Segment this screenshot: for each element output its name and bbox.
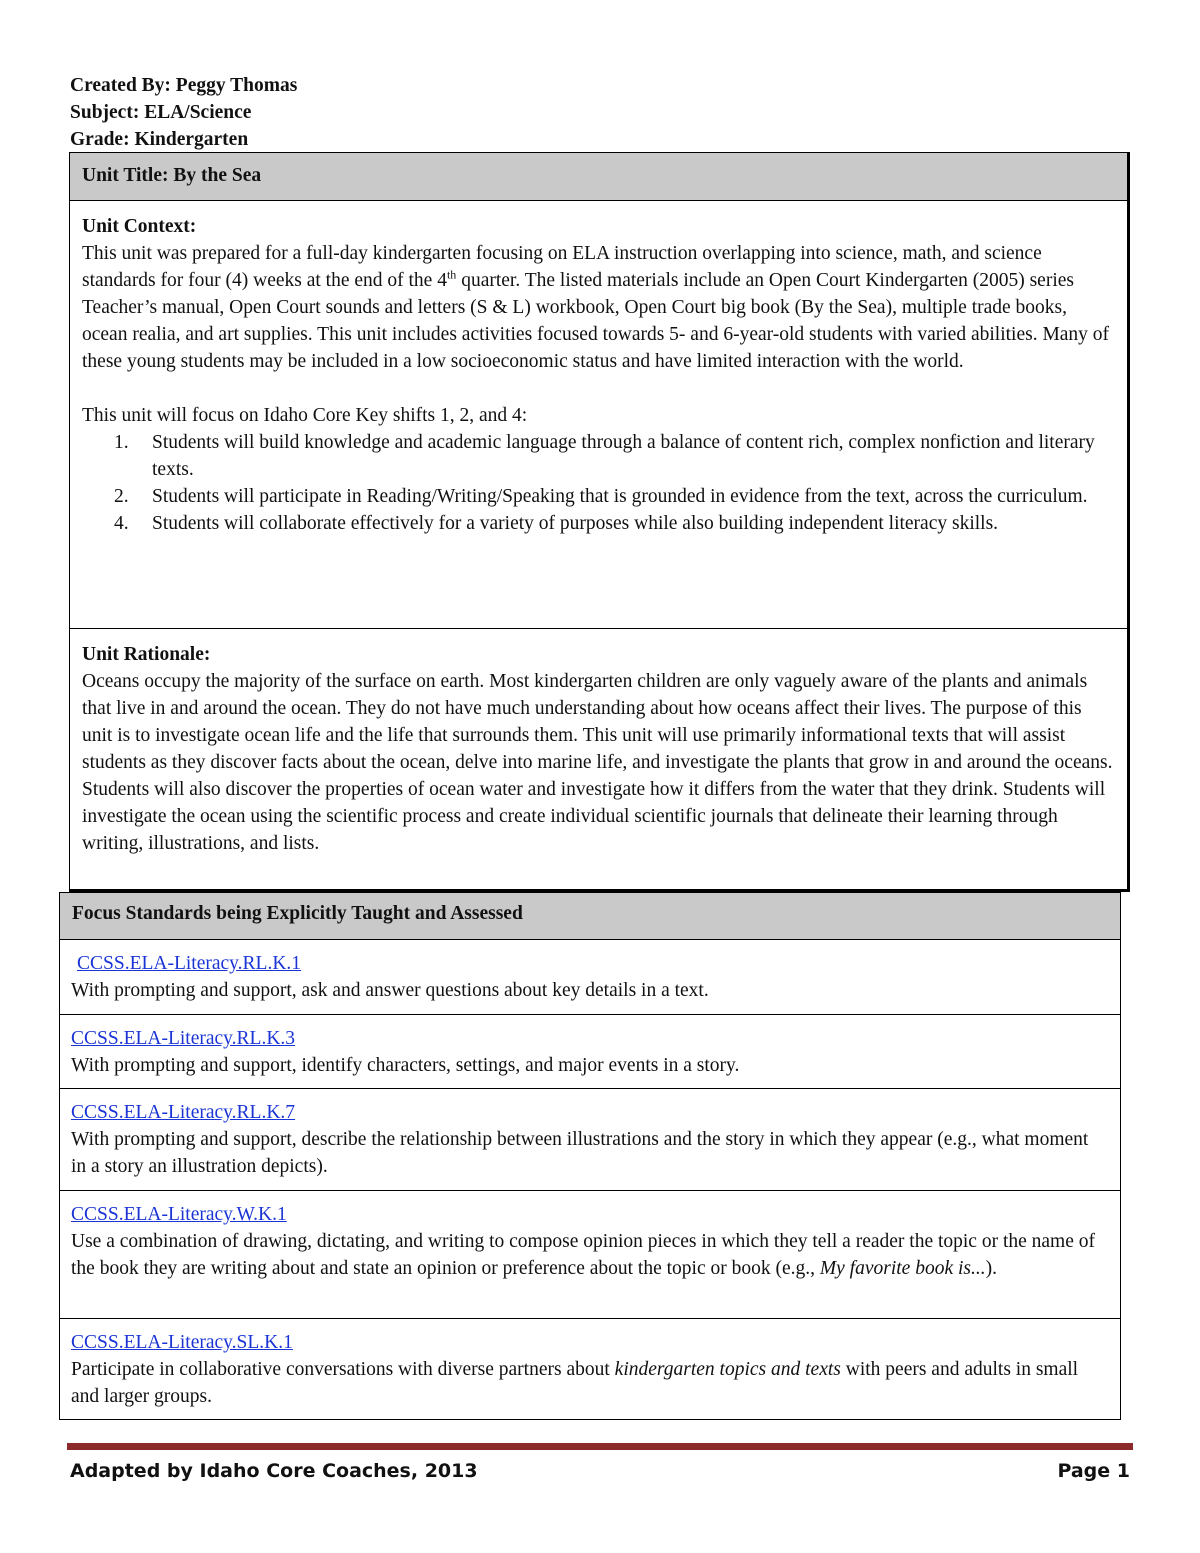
standard-link[interactable]: CCSS.ELA-Literacy.RL.K.7 [71,1102,296,1123]
standard-text-b: ). [985,1258,997,1279]
unit-rationale-cell [70,629,1127,857]
unit-context-cell [70,201,1127,629]
unit-context-paragraph [82,240,1115,375]
standards-heading: Focus Standards being Explicitly Taught and Assessed [60,893,1120,940]
list-text: Students will build knowledge and academic language through a balance of content rich, complex nonfiction and literary texts. [152,432,1095,480]
key-shifts-list [82,429,1115,537]
unit-title: Unit Title: By the Sea [70,153,1127,201]
unit-rationale-text: Oceans occupy the majority of the surface on earth. Most kindergarten children are only vaguely aware of the plants and animals that live in and around the ocean. They do not have much understanding about how oceans affect their lives. The purpose of this unit is to investigate ocean life and the life that surrounds them. This unit will use primarily informational texts that will assist students as they discover facts about the ocean, delve into marine life, and investigate the plants that grow in and around the oceans. Students will also discover the properties of ocean water and investigate how it differs from the water that they drink. Students will investigate the ocean using the scientific process and create individual scientific journals that delineate their learning through writing, illustrations, and lists. [82,671,1113,854]
grade: Grade: Kindergarten [70,129,249,150]
standard-link[interactable]: CCSS.ELA-Literacy.SL.K.1 [71,1332,293,1353]
standard-text-emphasis: kindergarten topics and texts [614,1359,841,1380]
table-row [60,940,1120,1015]
table-row [60,1015,1120,1089]
standard-text-a: Use a combination of drawing, dictating, and writing to compose opinion pieces in which they tell a reader the topic or the name of the book they are writing about and state an opinion or preference about the topic or book (e.g., [71,1231,1095,1279]
standard-link[interactable]: CCSS.ELA-Literacy.RL.K.1 [77,953,302,974]
list-number: 2. [114,486,129,507]
created-by: Created By: Peggy Thomas [70,75,298,96]
standard-text-emphasis: My favorite book is... [819,1258,986,1279]
context-text-b: quarter. The listed materials include an Open Court Kindergarten (2005) series Teacher’s manual, Open Court sounds and letters (S & L) workbook, Open Court big book (By the Sea), multiple trade books, ocean realia, and art supplies. This unit includes activities focused towards 5- and 6-year-old students with varied abilities. Many of these young students may be included in a low socioeconomic status and have limited interaction with the world. [82,270,1110,372]
list-number: 1. [114,432,129,453]
table-row [60,1319,1120,1419]
context-superscript: th [446,267,457,282]
unit-context-heading: Unit Context: [82,216,197,237]
standards-table [59,892,1121,1420]
list-item [82,483,1115,510]
key-shifts-intro: This unit will focus on Idaho Core Key shifts 1, 2, and 4: [82,405,528,426]
table-row [60,1089,1120,1191]
list-text: Students will participate in Reading/Writing/Speaking that is grounded in evidence from the text, across the curriculum. [152,486,1088,507]
footer-divider [67,1443,1133,1450]
list-item [82,429,1115,483]
footer-credit: Adapted by Idaho Core Coaches, 2013 [70,1460,478,1482]
standard-link[interactable]: CCSS.ELA-Literacy.W.K.1 [71,1204,287,1225]
standard-text-a: Participate in collaborative conversations with diverse partners about [71,1359,615,1380]
unit-rationale-heading: Unit Rationale: [82,644,211,665]
standard-text [71,1228,1108,1282]
standard-link[interactable]: CCSS.ELA-Literacy.RL.K.3 [71,1028,296,1049]
list-item [82,510,1115,537]
list-text: Students will collaborate effectively for a variety of purposes while also building independent literacy skills. [152,513,999,534]
standard-text: With prompting and support, identify characters, settings, and major events in a story. [71,1055,740,1076]
standard-text: With prompting and support, ask and answer questions about key details in a text. [71,980,709,1001]
standard-text [71,1356,1108,1410]
context-text-a: This unit was prepared for a full-day kindergarten focusing on ELA instruction overlapping into science, math, and science standards for four (4) weeks at the end of the 4 [82,243,1042,291]
standard-text-b: with peers and adults in small and larger groups. [71,1359,1079,1407]
list-number: 4. [114,513,129,534]
standard-text: With prompting and support, describe the relationship between illustrations and the story in which they appear (e.g., what moment in a story an illustration depicts). [71,1129,1089,1177]
unit-table [69,152,1130,892]
table-row [60,1191,1120,1319]
subject: Subject: ELA/Science [70,102,252,123]
page-number: Page 1 [1057,1460,1130,1482]
document-header [70,72,297,153]
